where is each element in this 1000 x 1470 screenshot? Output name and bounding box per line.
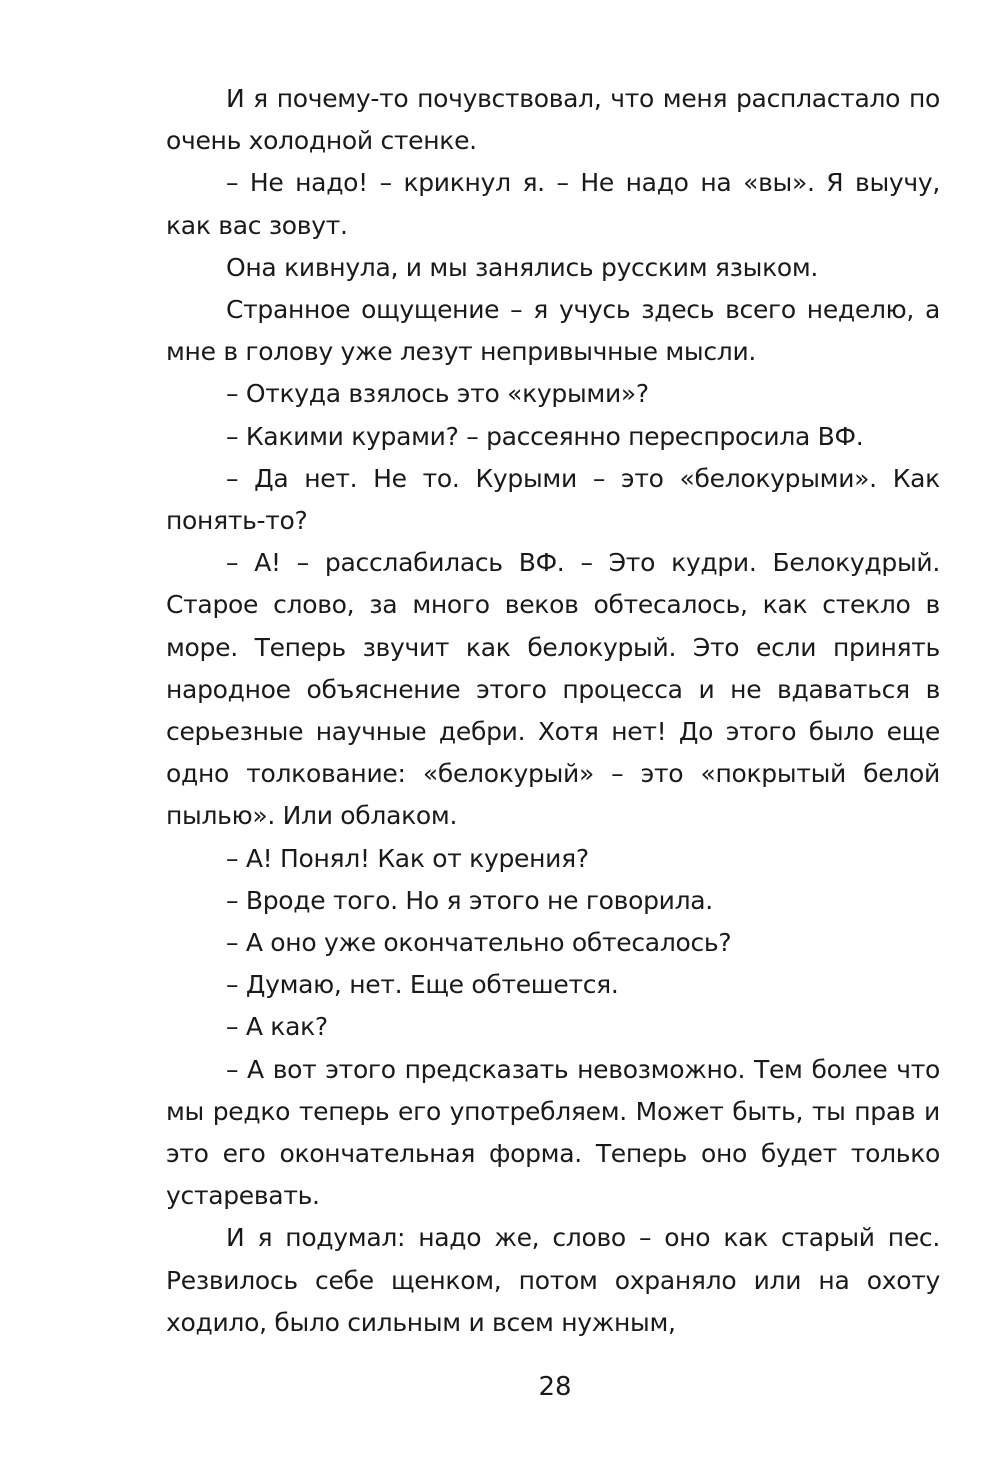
paragraph: И я почему-то почувствовал, что меня распластало по очень холодной стенке. [166,84,940,156]
paragraph: – А как? [226,1012,328,1042]
paragraph: – Какими курами? – рассеянно переспросила ВФ. [226,421,864,451]
paragraph: – А! – расслабилась ВФ. – Это кудри. Белокудрый. Старое слово, за много веков обтесалось, как стекло в море. Теперь звучит как белокурый. Это если принять народное объяснение этого процесса и не вдаваться в серьезные научные дебри. Хотя нет! До этого было еще одно толкование: «белокурый» – это «покрытый белой пылью». Или облаком. [166,548,940,831]
paragraph: – А оно уже окончательно обтесалось? [226,928,732,958]
paragraph: – Думаю, нет. Еще обтешется. [226,970,619,1000]
paragraph: – Откуда взялось это «курыми»? [226,379,649,409]
paragraph: – Не надо! – крикнул я. – Не надо на «вы». Я выучу, как вас зовут. [166,168,940,240]
paragraph: – А вот этого предсказать невозможно. Тем более что мы редко теперь его употребляем. Может быть, ты прав и это его окончательная форма. Теперь оно будет только устаревать. [166,1054,940,1211]
paragraph: – Вроде того. Но я этого не говорила. [226,885,713,915]
paragraph: Она кивнула, и мы занялись русским языком. [226,252,819,282]
paragraph: Странное ощущение – я учусь здесь всего неделю, а мне в голову уже лезут непривычные мысли. [166,295,940,367]
page-body-text [166,78,940,1344]
paragraph: – А! Понял! Как от курения? [226,843,589,873]
paragraph: – Да нет. Не то. Курыми – это «белокурыми». Как понять-то? [166,463,940,536]
page-number: 28 [538,1372,572,1402]
paragraph: И я подумал: надо же, слово – оно как старый пес. Резвилось себе щенком, потом охраняло или на охоту ходило, было сильным и всем нужным, [166,1223,940,1337]
